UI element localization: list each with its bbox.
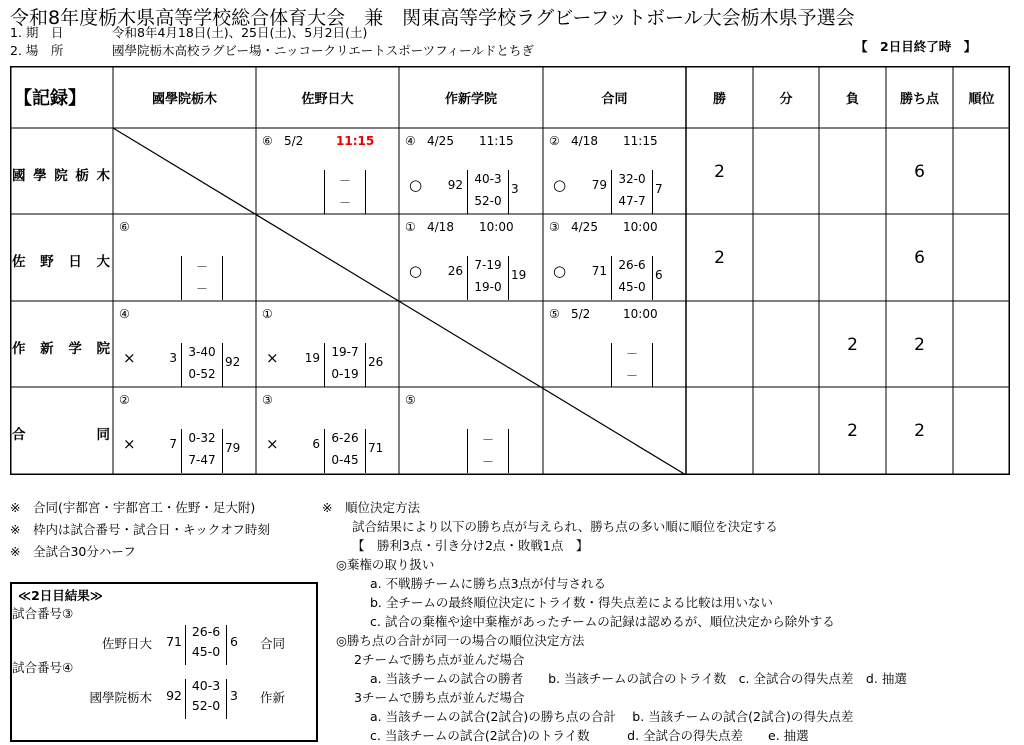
stat-header: 順位: [968, 91, 995, 107]
half1-score: 26-6: [618, 258, 646, 272]
match-number: ③: [549, 220, 560, 234]
venue-label: 2. 場 所: [10, 43, 64, 58]
result-mark: ×: [266, 349, 279, 367]
match-header: [262, 393, 284, 407]
score-divider: [467, 256, 468, 300]
half1-score: 7-19: [474, 258, 502, 272]
row-team-name: [12, 250, 110, 270]
day2-results-box: [10, 582, 318, 742]
team-b-score: 6: [230, 634, 238, 649]
result-mark: ×: [123, 435, 136, 453]
row-team-name: [12, 423, 110, 443]
opponent-score: 6: [655, 268, 663, 282]
team-b-name: 作新: [260, 690, 286, 705]
row-team-char: 佐: [12, 254, 26, 270]
match-header: [405, 220, 514, 234]
half1-score: 40-3: [474, 172, 502, 186]
stat-points: 2: [914, 421, 925, 441]
method-line: a. 当該チームの試合の勝者 b. 当該チームの試合のトライ数 c. 全試合の得失点差 d. 抽選: [370, 671, 907, 686]
match-header: [119, 393, 141, 407]
half2-score: －: [481, 455, 494, 469]
stat-points: 6: [914, 162, 925, 182]
score-divider: [365, 429, 366, 473]
date-value: 令和8年4月18日(土)、25日(土)、5月2日(土): [112, 25, 368, 40]
half2-score: 0-52: [188, 367, 216, 381]
status-label: 【 2日目終了時 】: [855, 39, 977, 54]
kickoff-time: 10:00: [623, 220, 658, 234]
match-header: [549, 220, 658, 234]
match-header: [119, 307, 141, 321]
score-divider: [467, 429, 468, 473]
kickoff-time: 11:15: [479, 134, 514, 148]
half2-score: －: [625, 369, 638, 383]
row-team-char: 野: [40, 254, 54, 270]
half1-score: 0-32: [188, 431, 216, 445]
half2-score: 0-45: [331, 453, 359, 467]
method-line: b. 全チームの最終順位決定にトライ数・得失点差による比較は用いない: [370, 595, 774, 610]
match-number: ③: [262, 393, 273, 407]
match-date: 4/25: [571, 220, 598, 234]
opponent-score: 19: [511, 268, 527, 282]
score-divider: [181, 429, 182, 473]
half2-score: 19-0: [474, 280, 502, 294]
method-line: c. 試合の棄権や途中棄権があったチームの記録は認めるが、順位決定から除外する: [370, 614, 835, 629]
note-left: ※ 合同(宇都宮・宇都宮工・佐野・足大附): [10, 500, 256, 515]
game-label: 試合番号③: [12, 606, 74, 621]
match-header: [262, 307, 284, 321]
team-a-name: 佐野日大: [101, 636, 152, 651]
team-a-name: 國學院栃木: [89, 690, 152, 705]
match-header: [549, 307, 658, 321]
half1-score: 26-6: [191, 624, 221, 639]
row-team-name: [12, 337, 110, 357]
opponent-score: 7: [655, 182, 663, 196]
record-table: [10, 66, 1010, 475]
opponent-score: 92: [225, 355, 241, 369]
score-divider: [611, 170, 612, 214]
match-header: [405, 134, 514, 148]
row-team-char: 國: [12, 168, 26, 184]
match-date: 4/18: [427, 220, 454, 234]
half1-score: 40-3: [191, 678, 221, 693]
half2-score: 52-0: [474, 194, 502, 208]
score-divider: [185, 625, 186, 665]
score-divider: [652, 170, 653, 214]
half1-score: －: [625, 347, 638, 361]
total-score: 19: [304, 351, 320, 365]
score-divider: [467, 170, 468, 214]
score-divider: [652, 256, 653, 300]
method-line: 【 勝利3点・引き分け2点・敗戦1点 】: [352, 538, 589, 553]
total-score: 6: [312, 437, 320, 451]
row-team-char: 院: [54, 168, 68, 184]
half1-score: 32-0: [618, 172, 646, 186]
stat-win: 2: [714, 248, 725, 268]
match-number: ⑥: [262, 134, 273, 148]
total-score: 26: [447, 264, 463, 278]
total-score: 92: [447, 178, 463, 192]
match-date: 4/18: [571, 134, 598, 148]
row-team-char: 院: [96, 341, 110, 357]
team-header: 國學院栃木: [151, 91, 217, 107]
match-header: [119, 220, 141, 234]
score-divider: [181, 343, 182, 387]
stat-points: 6: [914, 248, 925, 268]
kickoff-time: 11:15: [623, 134, 658, 148]
method-line: a. 当該チームの試合(2試合)の勝ち点の合計 b. 当該チームの試合(2試合)の得失点差: [370, 709, 854, 724]
score-divider: [508, 256, 509, 300]
kickoff-time: 10:00: [479, 220, 514, 234]
match-number: ②: [119, 393, 130, 407]
record-corner-label: 【記録】: [14, 88, 86, 109]
score-divider: [222, 429, 223, 473]
method-line: ◎勝ち点の合計が同一の場合の順位決定方法: [336, 633, 585, 648]
kickoff-time: 11:15: [336, 134, 375, 148]
row-team-char: 木: [96, 168, 110, 184]
half1-score: －: [195, 260, 208, 274]
game-label: 試合番号④: [12, 660, 74, 675]
score-divider: [611, 343, 612, 387]
score-divider: [324, 343, 325, 387]
match-number: ④: [119, 307, 130, 321]
score-divider: [324, 170, 325, 214]
total-score: 71: [591, 264, 607, 278]
stat-win: 2: [714, 162, 725, 182]
match-number: ⑤: [549, 307, 560, 321]
team-a-score: 71: [166, 634, 182, 649]
score-divider: [185, 679, 186, 719]
half1-score: 3-40: [188, 345, 216, 359]
half2-score: －: [195, 282, 208, 296]
opponent-score: 26: [368, 355, 384, 369]
score-divider: [226, 679, 227, 719]
match-header: [405, 393, 427, 407]
stat-header: 分: [779, 91, 793, 107]
score-divider: [508, 429, 509, 473]
half2-score: 47-7: [618, 194, 646, 208]
row-team-char: 學: [33, 168, 47, 184]
stat-header: 勝ち点: [899, 91, 939, 107]
kickoff-time: 10:00: [623, 307, 658, 321]
method-line: 試合結果により以下の勝ち点が与えられ、勝ち点の多い順に順位を決定する: [352, 519, 778, 534]
result-mark: ○: [409, 262, 423, 280]
half2-score: 45-0: [191, 644, 221, 659]
stat-header: 勝: [712, 91, 726, 107]
opponent-score: 71: [368, 441, 384, 455]
match-date: 5/2: [284, 134, 304, 148]
row-team-char: 栃: [75, 168, 89, 184]
row-team-char: 新: [40, 341, 54, 357]
half1-score: 19-7: [331, 345, 359, 359]
match-date: 5/2: [571, 307, 591, 321]
half2-score: 7-47: [188, 453, 216, 467]
match-date: 4/25: [427, 134, 454, 148]
row-team-char: 合: [12, 427, 26, 443]
match-header: [549, 134, 658, 148]
method-line: 2チームで勝ち点が並んだ場合: [354, 652, 525, 667]
score-divider: [222, 256, 223, 300]
result-mark: ○: [553, 176, 567, 194]
stat-loss: 2: [847, 421, 858, 441]
method-line: ◎棄権の取り扱い: [336, 557, 435, 572]
method-line: 3チームで勝ち点が並んだ場合: [354, 690, 525, 705]
team-header: 合同: [601, 91, 628, 107]
row-team-name: [12, 164, 110, 184]
note-left: ※ 枠内は試合番号・試合日・キックオフ時刻: [10, 522, 270, 537]
result-mark: ×: [266, 435, 279, 453]
match-number: ①: [405, 220, 416, 234]
date-label: 1. 期 日: [10, 25, 64, 40]
method-line: a. 不戦勝チームに勝ち点3点が付与される: [370, 576, 607, 591]
half1-score: －: [338, 174, 351, 188]
total-score: 7: [169, 437, 177, 451]
page-title: 令和8年度栃木県高等学校総合体育大会 兼 関東高等学校ラグビーフットボール大会栃木県予選会: [10, 7, 855, 29]
score-divider: [652, 343, 653, 387]
stat-points: 2: [914, 335, 925, 355]
half1-score: －: [481, 433, 494, 447]
match-number: ⑤: [405, 393, 416, 407]
score-divider: [324, 429, 325, 473]
match-number: ⑥: [119, 220, 130, 234]
match-number: ④: [405, 134, 416, 148]
half1-score: 6-26: [331, 431, 359, 445]
total-score: 3: [169, 351, 177, 365]
row-team-char: 大: [96, 254, 110, 270]
match-header: [262, 134, 374, 148]
venue-value: 國學院栃木高校ラグビー場・ニッコークリエートスポーツフィールドとちぎ: [112, 43, 534, 58]
team-b-score: 3: [230, 688, 238, 703]
result-mark: ○: [409, 176, 423, 194]
half2-score: 45-0: [618, 280, 646, 294]
team-b-name: 合同: [260, 636, 286, 651]
opponent-score: 3: [511, 182, 519, 196]
half2-score: 52-0: [191, 698, 221, 713]
row-team-char: 学: [68, 341, 82, 357]
team-header: 佐野日大: [301, 91, 354, 107]
stat-header: 負: [845, 91, 859, 107]
row-team-char: 日: [68, 254, 82, 270]
note-left: ※ 全試合30分ハーフ: [10, 544, 136, 559]
half2-score: －: [338, 196, 351, 210]
match-number: ②: [549, 134, 560, 148]
result-mark: ○: [553, 262, 567, 280]
score-divider: [181, 256, 182, 300]
score-divider: [508, 170, 509, 214]
row-team-char: 作: [12, 341, 26, 357]
total-score: 79: [591, 178, 607, 192]
method-header: ※ 順位決定方法: [322, 500, 420, 515]
team-a-score: 92: [166, 688, 182, 703]
half2-score: 0-19: [331, 367, 359, 381]
match-number: ①: [262, 307, 273, 321]
score-divider: [365, 343, 366, 387]
stat-loss: 2: [847, 335, 858, 355]
score-divider: [365, 170, 366, 214]
row-team-char: 同: [96, 427, 110, 443]
score-divider: [222, 343, 223, 387]
team-header: 作新学院: [444, 91, 497, 107]
score-divider: [611, 256, 612, 300]
result-mark: ×: [123, 349, 136, 367]
day2-title: ≪2日目結果≫: [18, 588, 103, 603]
score-divider: [226, 625, 227, 665]
method-line: c. 当該チームの試合(2試合)のトライ数 d. 全試合の得失点差 e. 抽選: [370, 728, 809, 743]
opponent-score: 79: [225, 441, 241, 455]
